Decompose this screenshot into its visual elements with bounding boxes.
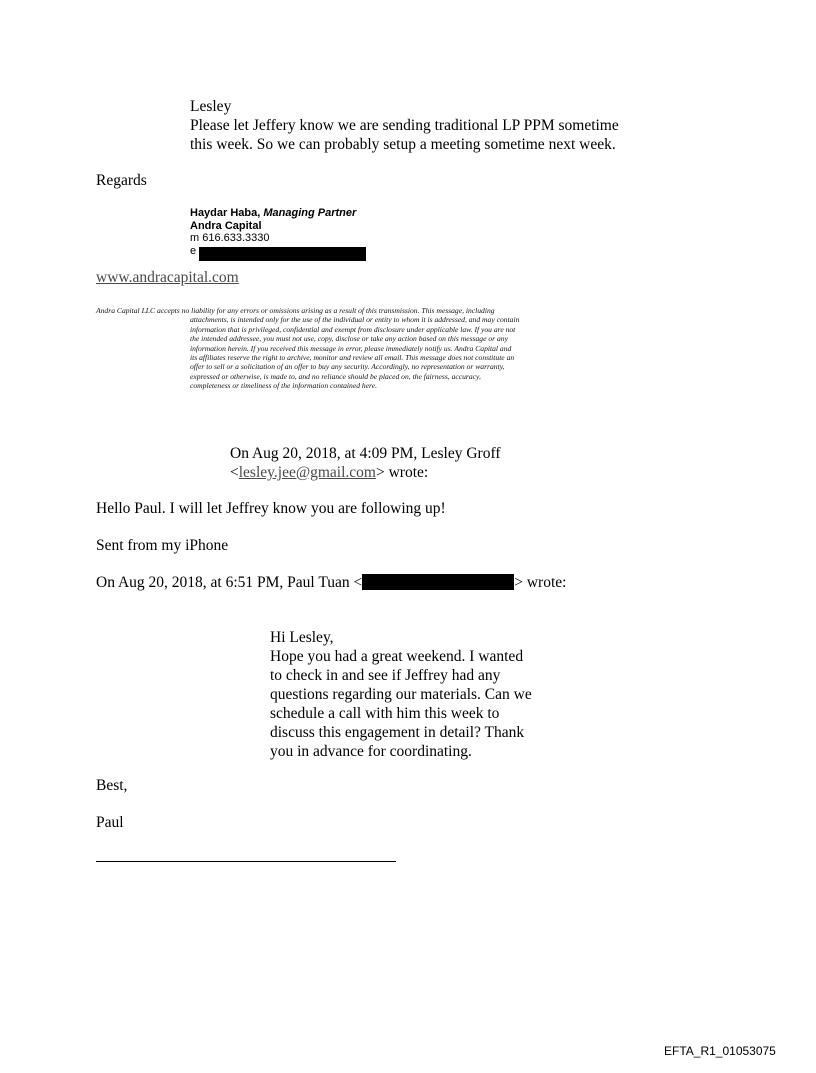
quote-header-line: On Aug 20, 2018, at 4:09 PM, Lesley Groff	[230, 445, 501, 462]
body-line: to check in and see if Jeffrey had any	[270, 667, 501, 684]
body-line: schedule a call with him this week to	[270, 705, 500, 722]
document-id: EFTA_R1_01053075	[664, 1044, 776, 1058]
disclaimer-line: attachments, is intended only for the use of the individual or entity to whom it is addressed, and may contain	[190, 315, 520, 325]
signature-name: Haydar Haba,	[190, 207, 264, 219]
body-line: questions regarding our materials. Can we	[270, 686, 532, 703]
body-line: Hope you had a great weekend. I wanted	[270, 648, 524, 665]
email-link[interactable]: lesley.jee@gmail.com	[238, 464, 376, 481]
email-body-lesley	[190, 97, 650, 154]
email-body-paul	[270, 628, 570, 761]
salutation: Lesley	[190, 98, 232, 115]
quote-header-suffix: > wrote:	[514, 574, 567, 591]
wrote-text: > wrote:	[375, 464, 429, 481]
redaction-bar	[199, 247, 366, 261]
website-link-wrap	[96, 268, 239, 287]
disclaimer-line: offer to sell or a solicitation of an offer to buy any security. Accordingly, no representation or warranty,	[190, 362, 505, 372]
regards-text: Regards	[96, 172, 147, 189]
disclaimer-line: information herein. If you received this message in error, please immediately notify us. Andra Capital and	[190, 343, 512, 353]
disclaimer-line: expressed or otherwise, is made to, and no reliance should be placed on, the fairness, accuracy,	[190, 371, 481, 381]
email-signature	[190, 207, 450, 261]
redaction-bar	[362, 574, 514, 590]
disclaimer-line: the intended addressee, you must not use, copy, disclose or take any action based on this message or any	[190, 334, 508, 344]
signature-company: Andra Capital	[190, 219, 262, 232]
website-link[interactable]: www.andracapital.com	[96, 269, 239, 286]
body-line: discuss this engagement in detail? Thank	[270, 724, 525, 741]
body-line: Hi Lesley,	[270, 629, 334, 646]
body-line: Please let Jeffery know we are sending traditional LP PPM sometime	[190, 117, 619, 134]
signature-mobile: m 616.633.3330	[190, 232, 270, 244]
quote-header-paul	[96, 573, 566, 592]
sender-name: Paul	[96, 814, 124, 831]
signature-title: Managing Partner	[263, 207, 357, 219]
quote-header-prefix: On Aug 20, 2018, at 6:51 PM, Paul Tuan <	[96, 574, 363, 591]
disclaimer-line: completeness or timeliness of the information contained here.	[190, 381, 377, 391]
divider-line	[96, 861, 396, 862]
sent-from-text: Sent from my iPhone	[96, 537, 229, 554]
disclaimer-line: its affiliates reserve the right to archive, monitor and review all email. This message does not constitute an	[190, 353, 515, 363]
angle-bracket-open: <	[230, 464, 239, 481]
reply-text-lesley: Hello Paul. I will let Jeffrey know you are following up!	[96, 500, 446, 517]
body-line: you in advance for coordinating.	[270, 743, 472, 760]
legal-disclaimer	[96, 306, 636, 391]
closing-text: Best,	[96, 777, 128, 794]
quote-header-lesley	[230, 444, 501, 482]
disclaimer-line: information that is privileged, confidential and exempt from disclosure under applicable law. If you are not	[190, 324, 516, 334]
disclaimer-line: Andra Capital LLC accepts no liability for any errors or omissions arising as a result of this transmission. This message, including	[96, 306, 495, 315]
signature-email-prefix: e	[190, 244, 197, 257]
body-line: this week. So we can probably setup a meeting sometime next week.	[190, 136, 616, 153]
